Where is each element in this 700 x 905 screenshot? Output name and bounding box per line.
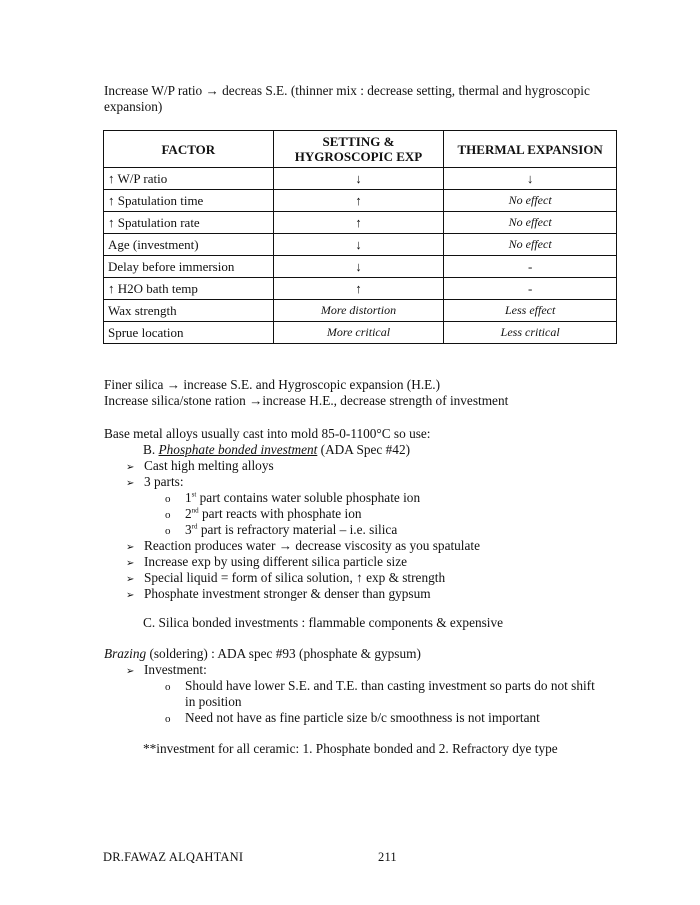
- silica-line-1: Finer silica → increase S.E. and Hygroscopic expansion (H.E.): [104, 377, 441, 392]
- row-thermal: -: [444, 278, 617, 300]
- sub-text: part is refractory material – i.e. silica: [197, 522, 398, 537]
- table-header-row: [104, 131, 617, 168]
- row-factor: ↑ W/P ratio: [104, 168, 274, 190]
- row-thermal: Less effect: [444, 300, 617, 322]
- sub-item: [165, 522, 397, 539]
- table-row: [104, 256, 617, 278]
- silica-line-2: Increase silica/stone ration →increase H.E., decrease strength of investment: [104, 393, 509, 408]
- row-thermal: ↓: [444, 168, 617, 190]
- ceramic-note: **investment for all ceramic: 1. Phosphate bonded and 2. Refractory dye type: [143, 741, 558, 756]
- row-setting: ↑: [273, 190, 444, 212]
- circle-bullet-icon: o: [165, 525, 171, 537]
- row-factor: Sprue location: [104, 322, 274, 344]
- table-row: [104, 212, 617, 234]
- table-row: [104, 278, 617, 300]
- bullet-item: [126, 586, 431, 604]
- intro-line-2: expansion): [104, 99, 163, 114]
- sub-item-continuation: in position: [185, 694, 242, 709]
- row-thermal: -: [444, 256, 617, 278]
- phosphate-bonded-title: Phosphate bonded investment: [158, 442, 318, 457]
- row-thermal: No effect: [444, 190, 617, 212]
- row-factor: Age (investment): [104, 234, 274, 256]
- bullet-arrow-icon: ➢: [126, 666, 135, 677]
- bullet-arrow-icon: ➢: [126, 574, 135, 585]
- sub-ordinal: nd: [191, 506, 199, 515]
- bullet-text: Special liquid = form of silica solution, ↑ exp & strength: [144, 570, 446, 585]
- bullet-arrow-icon: ➢: [126, 590, 135, 601]
- row-factor: ↑ Spatulation rate: [104, 212, 274, 234]
- section-b-prefix: B.: [143, 442, 159, 457]
- circle-bullet-icon: o: [165, 509, 171, 521]
- sub-item: [165, 490, 420, 507]
- row-thermal: No effect: [444, 212, 617, 234]
- section-b-suffix: (ADA Spec #42): [317, 442, 411, 457]
- row-setting: ↓: [273, 256, 444, 278]
- bullet-text: Reaction produces water → decrease viscosity as you spatulate: [144, 538, 480, 553]
- section-b-heading: [143, 442, 410, 458]
- bullet-text: Phosphate investment stronger & denser than gypsum: [144, 586, 431, 601]
- sub-text: part reacts with phosphate ion: [198, 506, 362, 521]
- sub-number: 1: [185, 490, 192, 505]
- bullet-arrow-icon: ➢: [126, 558, 135, 569]
- row-factor: Wax strength: [104, 300, 274, 322]
- row-setting: More critical: [273, 322, 444, 344]
- sub-number: 3: [185, 522, 192, 537]
- footer-page-number: 211: [378, 850, 397, 864]
- header-thermal: THERMAL EXPANSION: [444, 131, 617, 168]
- row-thermal: Less critical: [444, 322, 617, 344]
- intro-paragraph: [104, 83, 624, 115]
- brazing-rest: (soldering) : ADA spec #93 (phosphate & gypsum): [146, 646, 421, 661]
- table-row: [104, 190, 617, 212]
- factor-table: [103, 130, 617, 344]
- table-row: [104, 322, 617, 344]
- bullet-arrow-icon: ➢: [126, 478, 135, 489]
- header-setting: SETTING & HYGROSCOPIC EXP: [273, 131, 444, 168]
- sub-ordinal: rd: [191, 522, 198, 531]
- table-row: [104, 234, 617, 256]
- sub-item: [165, 678, 595, 695]
- row-setting: ↑: [273, 278, 444, 300]
- row-factor: ↑ Spatulation time: [104, 190, 274, 212]
- sub-ordinal: st: [191, 490, 197, 499]
- sub-text: Need not have as fine particle size b/c smoothness is not important: [185, 710, 540, 725]
- sub-item: [165, 506, 362, 523]
- footer-author: DR.FAWAZ ALQAHTANI: [103, 850, 244, 864]
- row-factor: ↑ H2O bath temp: [104, 278, 274, 300]
- brazing-word: Brazing: [104, 646, 147, 661]
- silica-paragraph: [104, 377, 644, 409]
- sub-number: 2: [185, 506, 192, 521]
- table-row: [104, 300, 617, 322]
- bullet-arrow-icon: ➢: [126, 462, 135, 473]
- row-setting: ↓: [273, 168, 444, 190]
- circle-bullet-icon: o: [165, 713, 171, 725]
- row-setting: More distortion: [273, 300, 444, 322]
- sub-item: [165, 710, 540, 727]
- circle-bullet-icon: o: [165, 493, 171, 505]
- row-thermal: No effect: [444, 234, 617, 256]
- brazing-line: [104, 646, 644, 662]
- bullet-text: Increase exp by using different silica particle size: [144, 554, 407, 569]
- row-setting: ↓: [273, 234, 444, 256]
- bullet-text: 3 parts:: [144, 474, 184, 489]
- row-factor: Delay before immersion: [104, 256, 274, 278]
- header-factor: FACTOR: [104, 131, 274, 168]
- table-row: [104, 168, 617, 190]
- row-setting: ↑: [273, 212, 444, 234]
- section-c-line: C. Silica bonded investments : flammable components & expensive: [143, 615, 504, 630]
- base-metal-line: Base metal alloys usually cast into mold 85-0-1100°C so use:: [104, 426, 431, 441]
- sub-text: part contains water soluble phosphate ion: [196, 490, 421, 505]
- bullet-text: Investment:: [144, 662, 207, 677]
- circle-bullet-icon: o: [165, 681, 171, 693]
- bullet-arrow-icon: ➢: [126, 542, 135, 553]
- sub-text: Should have lower S.E. and T.E. than casting investment so parts do not shift: [185, 678, 595, 693]
- bullet-text: Cast high melting alloys: [144, 458, 274, 473]
- intro-line-1: Increase W/P ratio → decreas S.E. (thinner mix : decrease setting, thermal and hygroscopic: [104, 83, 590, 98]
